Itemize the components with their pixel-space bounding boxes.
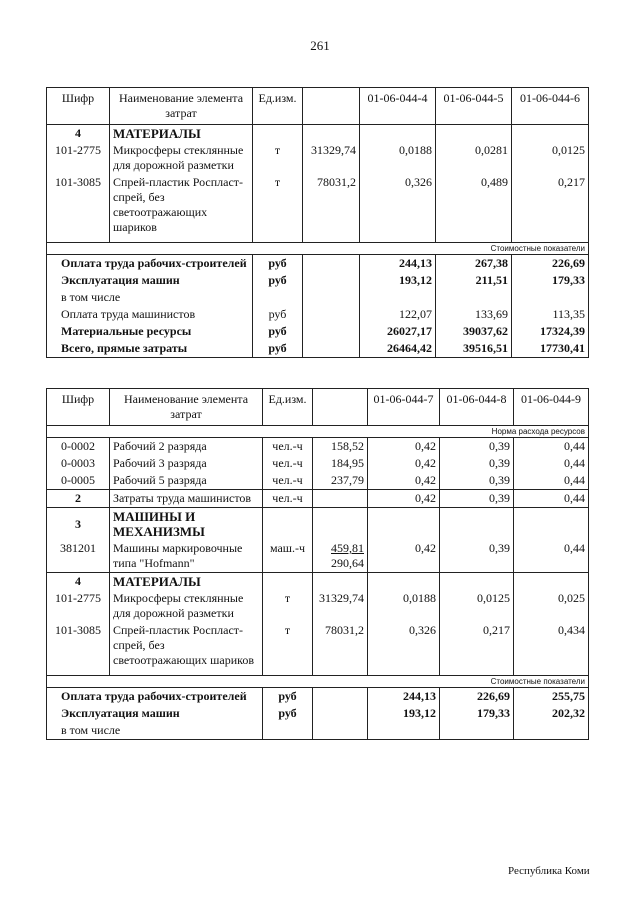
row-code: 0-0005 [47,472,110,490]
table-row [47,438,589,456]
resource-table-2 [46,388,589,740]
row-price: 158,52 [313,438,368,456]
cost-value: 193,12 [368,705,440,722]
cost-value: 244,13 [368,687,440,705]
section-row [47,508,589,541]
band-cost-indicators: Стоимостные показатели [47,675,589,687]
cost-value: 17730,41 [512,340,589,358]
cost-value: 267,38 [436,254,512,272]
band-resource-norm: Норма расхода ресурсов [47,426,589,438]
cost-value: 255,75 [514,687,589,705]
row-code: 101-2775 [47,590,110,622]
row-unit: чел.-ч [263,438,313,456]
section-title: МАШИНЫ И МЕХАНИЗМЫ [110,508,263,541]
cost-row [47,272,589,289]
row-value: 0,025 [514,590,589,622]
row-value: 0,42 [368,490,440,508]
section-code: 4 [47,573,110,591]
row-value: 0,39 [440,472,514,490]
table-row [47,174,589,236]
row-unit: т [263,590,313,622]
table-row [47,622,589,669]
cost-value: 133,69 [436,306,512,323]
cost-value: 39037,62 [436,323,512,340]
cost-row [47,289,589,306]
table-row [47,490,589,508]
row-name: Машины маркировочные типа "Hofmann" [110,540,263,573]
cost-row [47,340,589,358]
header-col1: 01-06-044-7 [368,389,440,426]
row-code: 2 [47,490,110,508]
header-col3: 01-06-044-9 [514,389,589,426]
cost-value: 179,33 [440,705,514,722]
cost-unit: руб [253,272,303,289]
cost-subnote: в том числе [47,722,263,740]
band-cost-indicators: Стоимостные показатели [47,242,589,254]
cost-unit: руб [253,306,303,323]
row-unit: чел.-ч [263,455,313,472]
cost-unit: руб [253,323,303,340]
page-number: 261 [310,38,330,53]
section-row [47,125,589,143]
row-name: Микросферы стеклянные для дорожной разметки [110,590,263,622]
row-name: Микросферы стеклянные для дорожной разметки [110,142,253,174]
row-value: 0,39 [440,540,514,573]
cost-unit: руб [253,254,303,272]
header-name: Наименование элемента затрат [110,389,263,426]
header-col1: 01-06-044-4 [360,88,436,125]
section-code: 3 [47,508,110,541]
row-price: 237,79 [313,472,368,490]
row-name: Спрей-пластик Роспласт-спрей, без светоотражающих шариков [110,622,263,669]
row-unit: маш.-ч [263,540,313,573]
row-value: 0,326 [368,622,440,669]
cost-name: Оплата труда машинистов [47,306,253,323]
row-name: Спрей-пластик Роспласт-спрей, без светоотражающих шариков [110,174,253,236]
cost-name: Эксплуатация машин [47,705,263,722]
section-title: МАТЕРИАЛЫ [110,125,253,143]
cost-value: 113,35 [512,306,589,323]
section-title: МАТЕРИАЛЫ [110,573,263,591]
cost-name: Всего, прямые затраты [47,340,253,358]
header-unit: Ед.изм. [263,389,313,426]
section-row [47,573,589,591]
row-value: 0,0125 [512,142,589,174]
header-col2: 01-06-044-8 [440,389,514,426]
header-unit: Ед.изм. [253,88,303,125]
row-unit: чел.-ч [263,490,313,508]
row-value: 0,217 [440,622,514,669]
header-code: Шифр [47,389,110,426]
row-price: 78031,2 [303,174,360,236]
row-value: 0,42 [368,455,440,472]
row-value: 0,39 [440,438,514,456]
row-value: 0,44 [514,490,589,508]
cost-value: 26027,17 [360,323,436,340]
cost-row [47,306,589,323]
row-value: 0,39 [440,490,514,508]
cost-name: Оплата труда рабочих-строителей [47,254,253,272]
cost-value: 211,51 [436,272,512,289]
row-price: 184,95 [313,455,368,472]
cost-value: 193,12 [360,272,436,289]
cost-row [47,254,589,272]
cost-value: 179,33 [512,272,589,289]
row-value: 0,44 [514,540,589,573]
section-code: 4 [47,125,110,143]
cost-row [47,705,589,722]
row-code: 0-0003 [47,455,110,472]
row-unit: т [253,174,303,236]
row-name: Затраты труда машинистов [110,490,263,508]
cost-unit: руб [253,340,303,358]
cost-row [47,722,589,740]
row-value: 0,0188 [360,142,436,174]
row-code: 381201 [47,540,110,573]
row-value: 0,44 [514,438,589,456]
row-value: 0,0281 [436,142,512,174]
cost-subnote: в том числе [47,289,253,306]
header-col3: 01-06-044-6 [512,88,589,125]
row-value: 0,0125 [440,590,514,622]
row-price [313,540,368,573]
row-value: 0,42 [368,472,440,490]
table-row [47,590,589,622]
header-price [303,88,360,125]
cost-name: Материальные ресурсы [47,323,253,340]
row-value: 0,0188 [368,590,440,622]
header-name: Наименование элемента затрат [110,88,253,125]
row-value: 0,42 [368,438,440,456]
row-name: Рабочий 5 разряда [110,472,263,490]
header-price [313,389,368,426]
cost-row [47,687,589,705]
row-price: 31329,74 [303,142,360,174]
footer-region: Республика Коми [508,865,590,877]
row-value: 0,44 [514,455,589,472]
row-name: Рабочий 2 разряда [110,438,263,456]
machine-price-2: 290,64 [331,556,364,570]
header-col2: 01-06-044-5 [436,88,512,125]
row-value: 0,39 [440,455,514,472]
machine-price-1: 459,81 [331,541,364,555]
cost-value: 226,69 [512,254,589,272]
resource-table-1 [46,87,589,358]
cost-row [47,323,589,340]
cost-value: 202,32 [514,705,589,722]
row-unit: т [253,142,303,174]
table-row [47,540,589,573]
row-code: 101-3085 [47,622,110,669]
row-name: Рабочий 3 разряда [110,455,263,472]
row-unit: т [263,622,313,669]
row-price: 78031,2 [313,622,368,669]
row-price: 31329,74 [313,590,368,622]
row-code: 101-2775 [47,142,110,174]
header-code: Шифр [47,88,110,125]
cost-value: 39516,51 [436,340,512,358]
row-value: 0,326 [360,174,436,236]
row-value: 0,217 [512,174,589,236]
table-row [47,472,589,490]
cost-value: 122,07 [360,306,436,323]
cost-unit: руб [263,705,313,722]
table-header-row [47,389,589,426]
cost-value: 226,69 [440,687,514,705]
cost-unit: руб [263,687,313,705]
row-code: 0-0002 [47,438,110,456]
row-code: 101-3085 [47,174,110,236]
cost-name: Оплата труда рабочих-строителей [47,687,263,705]
cost-value: 17324,39 [512,323,589,340]
row-value: 0,434 [514,622,589,669]
table-row [47,142,589,174]
table-row [47,455,589,472]
row-value: 0,44 [514,472,589,490]
row-unit: чел.-ч [263,472,313,490]
cost-value: 26464,42 [360,340,436,358]
row-value: 0,489 [436,174,512,236]
cost-name: Эксплуатация машин [47,272,253,289]
row-value: 0,42 [368,540,440,573]
cost-value: 244,13 [360,254,436,272]
table-header-row [47,88,589,125]
